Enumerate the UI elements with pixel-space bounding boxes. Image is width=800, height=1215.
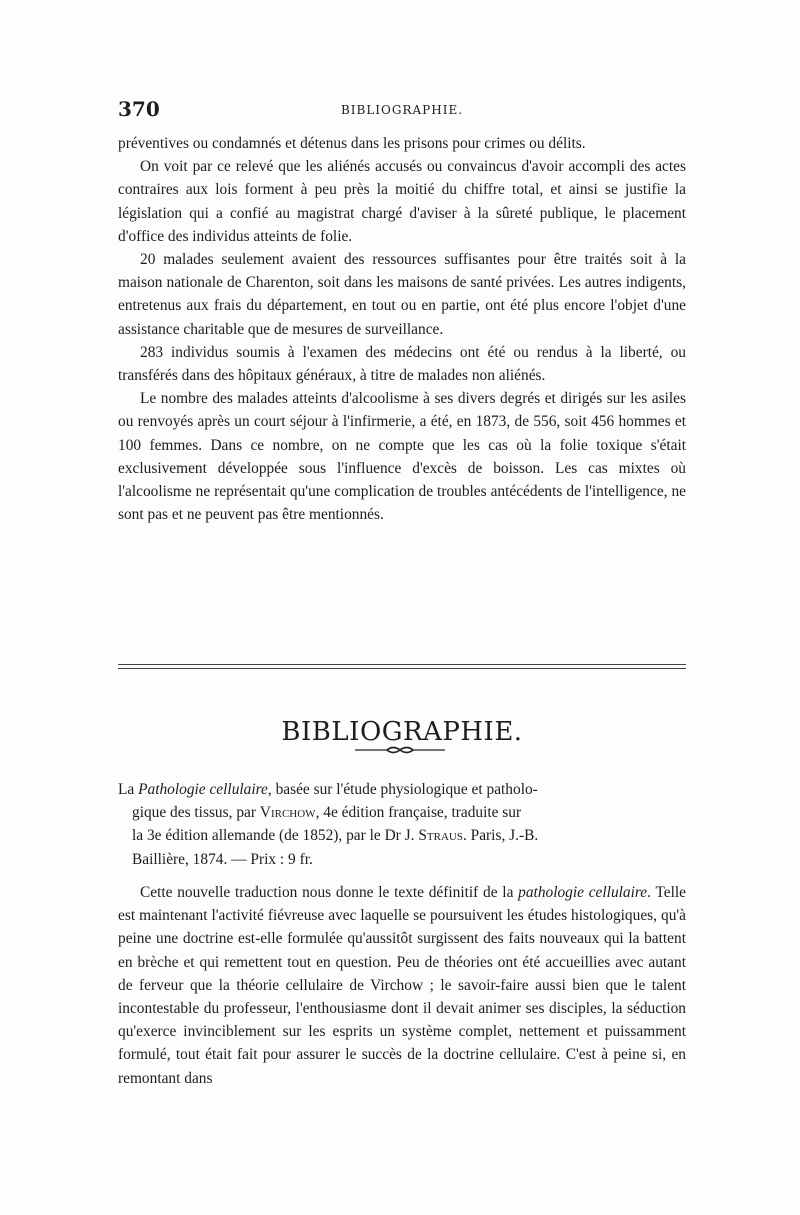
entry-text: gique des tissus, par [132,804,260,822]
entry-text: la 3e édition allemande (de 1852), par le Dr J. [132,827,419,845]
entry-line: Baillière, 1874. — Prix : 9 fr. [132,850,313,868]
body-text [118,132,686,526]
bibliography-entry [118,778,686,871]
book-title: Pathologie cellulaire [138,781,268,798]
paragraph-2: On voit par ce relevé que les aliénés accusés ou convaincus d'avoir accompli des actes contraires aux lois forment à peu près la moitié du chiffre total, et ainsi se justifie la législation qui a confié au magistrat chargé d'aviser à la sûreté publique, le placement d'office des individus atteints de folie. [118,158,686,245]
paragraph-3: 20 malades seulement avaient des ressources suffisantes pour être traités soit à la maison nationale de Charenton, soit dans les maisons de santé privées. Les autres indigents, entretenus aux frais du département, en tout ou en partie, ont été plus encore l'objet d'une assistance charitable que de mesures de surveillance. [118,251,686,338]
ornament-icon [355,744,445,756]
section-title: BIBLIOGRAPHIE. [281,717,523,748]
entry-line [118,801,686,824]
entry-line [118,824,686,847]
review-italic: pathologie cellulaire [518,884,648,901]
entry-text: . Paris, J.-B. [462,827,539,845]
translator-name: Straus [418,827,463,845]
divider-rule [118,664,686,665]
entry-text: , basée sur l'étude physiologique et patholo- [267,781,538,798]
paragraph-1: préventives ou condamnés et détenus dans les prisons pour crimes ou délits. [118,135,586,152]
entry-text: La [118,781,139,798]
review-text [118,881,686,1090]
entry-text: , 4e édition française, traduite sur [315,804,522,822]
running-head: BIBLIOGRAPHIE. [340,103,464,117]
entry-line [118,778,686,801]
divider-rule [118,668,686,669]
author-name: Virchow [259,804,316,822]
page-number: 370 [118,97,160,121]
review-text-b: . Telle est maintenant l'activité fiévreuse avec laquelle se poursuivent les études histologiques, qu'à peine une doctrine est-elle formulée qu'aussitôt surgissent des faits nouveaux qui la battent en brèche et qui remettent tout en question. Peu de théories ont été accueillies avec autant de ferveur que la théorie cellulaire de Virchow ; le savoir-faire aussi bien que le talent incontestable du professeur, l'enthousiasme dont il devait animer ses disciples, la séduction qu'exerce invinciblement sur les esprits un système complet, nettement et puissamment formulé, tout était fait pour assurer le succès de la doctrine cellulaire. C'est à peine si, en remontant dans [118,884,686,1087]
paragraph-4: 283 individus soumis à l'examen des médecins ont été ou rendus à la liberté, ou transférés dans des hôpitaux généraux, à titre de malades non aliénés. [118,343,686,385]
paragraph-5: Le nombre des malades atteints d'alcoolisme à ses divers degrés et dirigés sur les asiles ou renvoyés après un court séjour à l'infirmerie, a été, en 1873, de 556, soit 456 hommes et 100 femmes. Dans ce nombre, on ne compte que les cas où la folie toxique s'était exclusivement développée sous l'influence d'excès de boisson. Les cas mixtes où l'alcoolisme ne représentait qu'une complication de troubles antécédents de l'intelligence, ne sont pas et ne peuvent pas être mentionnés. [118,390,686,524]
review-text-a: Cette nouvelle traduction nous donne le texte définitif de la [140,884,519,901]
review-paragraph [118,881,686,1090]
section-divider [118,664,686,672]
page-header [118,97,686,123]
